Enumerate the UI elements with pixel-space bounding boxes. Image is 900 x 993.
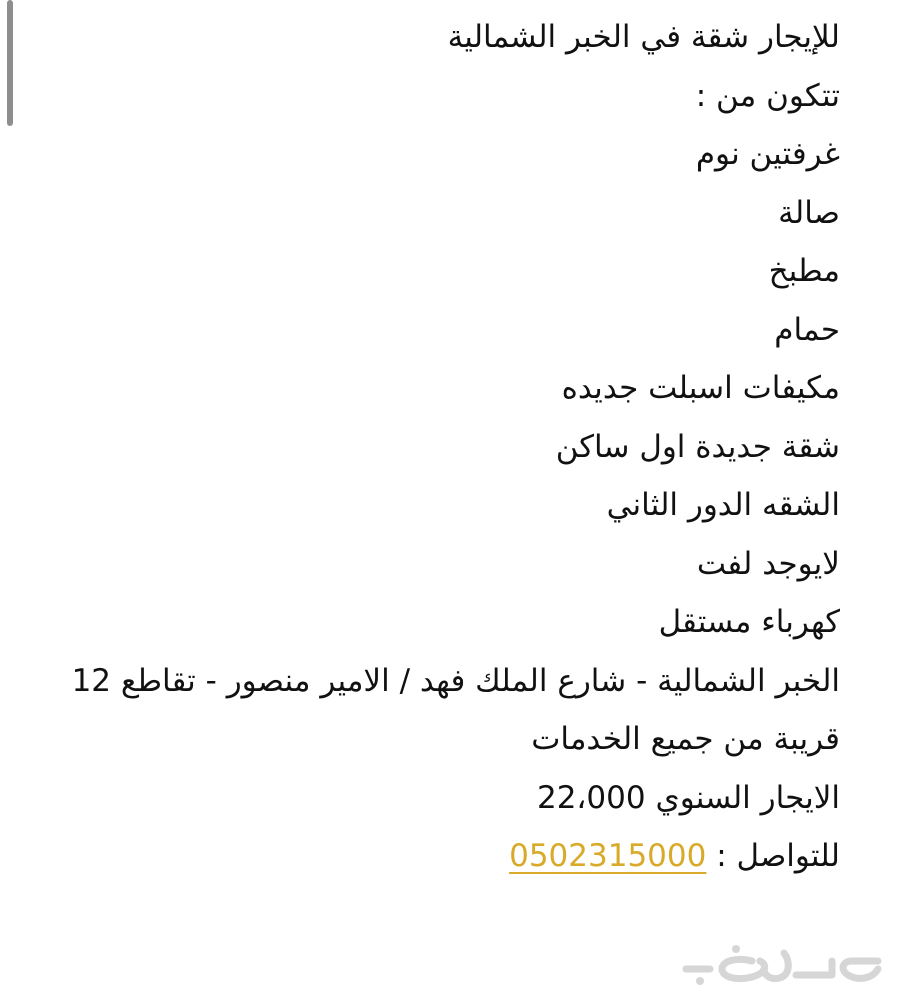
ad-line-air-conditioners: مكيفات اسبلت جديده (561, 370, 840, 406)
ad-line-location: الخبر الشمالية - شارع الملك فهد / الامير منصور - تقاطع 12 (71, 662, 840, 699)
ad-line-new-apartment: شقة جديدة اول ساكن (555, 428, 840, 465)
ad-title-line: للإيجار شقة في الخبر الشمالية (447, 19, 840, 55)
haraj-logo-watermark (672, 939, 892, 987)
ad-line-electricity: كهرباء مستقل (658, 604, 840, 640)
scroll-indicator[interactable] (7, 0, 13, 126)
ad-line-bedrooms: غرفتين نوم (695, 136, 840, 172)
ad-line-floor: الشقه الدور الثاني (606, 487, 840, 523)
ad-line-living-room: صالة (778, 194, 840, 231)
ad-line-consists-of: تتكون من : (695, 77, 840, 114)
ad-description (50, 8, 840, 886)
ad-line-bathroom: حمام (774, 311, 840, 348)
contact-label: للتواصل : (706, 838, 840, 874)
phone-number-link[interactable]: 0502315000 (509, 838, 707, 874)
ad-line-annual-rent: الايجار السنوي 22،000 (536, 779, 840, 816)
ad-line-nearby-services: قريبة من جميع الخدمات (531, 721, 840, 757)
ad-line-kitchen: مطبخ (768, 253, 840, 289)
ad-line-contact (50, 827, 840, 886)
ad-line-no-elevator: لايوجد لفت (696, 545, 840, 582)
